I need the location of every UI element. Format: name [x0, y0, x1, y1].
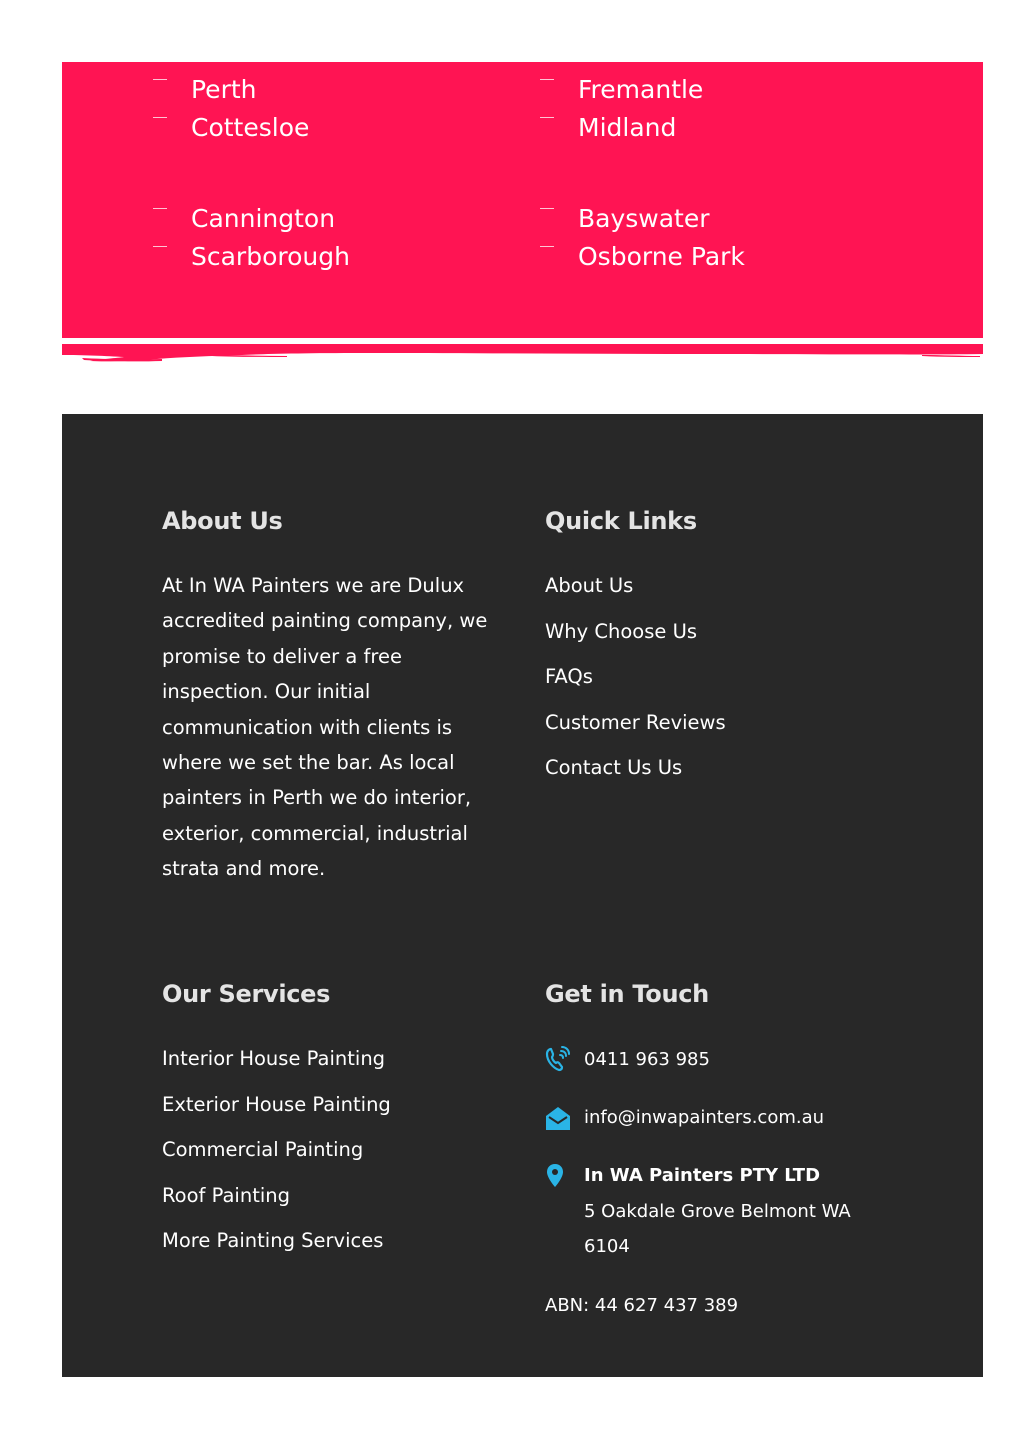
- dash-icon: [153, 208, 167, 209]
- areas-list-right-2: [540, 200, 745, 276]
- company-address: 5 Oakdale Grove Belmont WA 6104: [584, 1201, 851, 1258]
- dash-icon: [540, 208, 554, 209]
- dash-icon: [540, 79, 554, 80]
- company-name: In WA Painters PTY LTD: [584, 1165, 821, 1186]
- service-link-exterior[interactable]: Exterior House Painting: [162, 1092, 391, 1116]
- service-areas-section: [62, 62, 983, 338]
- quick-link-contact-us[interactable]: Contact Us Us: [545, 756, 683, 780]
- quick-link-customer-reviews[interactable]: Customer Reviews: [545, 710, 726, 734]
- area-item-fremantle[interactable]: Fremantle: [540, 71, 703, 109]
- services-list: [162, 1046, 391, 1274]
- phone-icon: [545, 1046, 571, 1072]
- service-link-more[interactable]: More Painting Services: [162, 1229, 384, 1253]
- areas-list-right-1: [540, 71, 703, 147]
- service-link-roof[interactable]: Roof Painting: [162, 1183, 291, 1207]
- quick-link-about-us[interactable]: About Us: [545, 574, 634, 597]
- quick-links-list: [545, 573, 726, 801]
- area-item-perth[interactable]: Perth: [153, 71, 309, 109]
- envelope-icon: [545, 1105, 571, 1131]
- about-text: At In WA Painters we are Dulux accredited painting company, we promise to deliver a free inspection. Our initial communication with clients is where we set the bar. As local painters in Perth we do interior, exterior, commercial, industrial strata and more.: [162, 574, 488, 881]
- area-item-scarborough[interactable]: Scarborough: [153, 238, 350, 276]
- service-link-interior[interactable]: Interior House Painting: [162, 1047, 386, 1070]
- brush-stroke-divider: [62, 342, 983, 368]
- dash-icon: [540, 246, 554, 247]
- contact-heading: Get in Touch: [545, 980, 709, 1008]
- quick-links-heading: Quick Links: [545, 507, 697, 535]
- area-item-bayswater[interactable]: Bayswater: [540, 200, 745, 238]
- dash-icon: [540, 117, 554, 118]
- site-footer: [62, 414, 983, 1377]
- about-heading: About Us: [162, 507, 283, 535]
- area-item-midland[interactable]: Midland: [540, 109, 703, 147]
- abn-number: ABN: 44 627 437 389: [545, 1295, 739, 1316]
- dash-icon: [153, 117, 167, 118]
- area-item-cottesloe[interactable]: Cottesloe: [153, 109, 309, 147]
- dash-icon: [153, 246, 167, 247]
- services-heading: Our Services: [162, 980, 331, 1008]
- quick-link-why-choose-us[interactable]: Why Choose Us: [545, 619, 698, 643]
- contact-email[interactable]: info@inwapainters.com.au: [584, 1107, 825, 1128]
- areas-list-left-1: [153, 71, 309, 147]
- area-item-cannington[interactable]: Cannington: [153, 200, 350, 238]
- areas-list-left-2: [153, 200, 350, 276]
- dash-icon: [153, 79, 167, 80]
- area-item-osborne-park[interactable]: Osborne Park: [540, 238, 745, 276]
- map-pin-icon: [545, 1163, 565, 1189]
- contact-phone[interactable]: 0411 963 985: [584, 1049, 710, 1070]
- quick-link-faqs[interactable]: FAQs: [545, 665, 593, 689]
- service-link-commercial[interactable]: Commercial Painting: [162, 1138, 364, 1162]
